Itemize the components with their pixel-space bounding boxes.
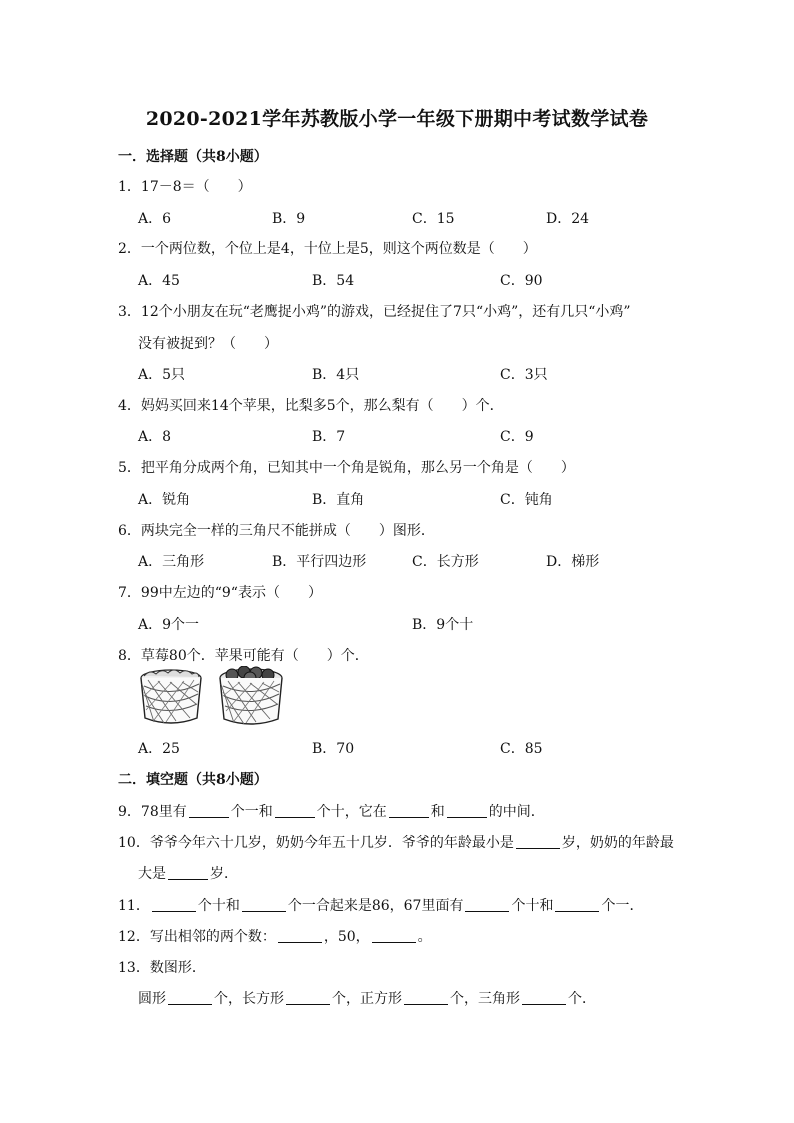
q13-text-2: 个，长方形	[214, 991, 284, 1007]
question-10	[118, 832, 674, 852]
q9-text-5: 的中间．	[488, 804, 545, 820]
q5-option-a[interactable]: A．锐角	[138, 492, 191, 508]
question-3: 3．12个小朋友在玩“老鹰捉小鸡”的游戏，已经捉住了7只“小鸡”，还有几只“小鸡”	[118, 304, 631, 320]
q13-blank-rectangle[interactable]	[286, 990, 330, 1005]
section-fill-heading: 二．填空题（共8小题）	[118, 772, 268, 788]
q11-blank-ones-2[interactable]	[555, 897, 599, 912]
q6-option-d[interactable]: D．梯形	[546, 554, 600, 570]
q9-blank-upper[interactable]	[447, 803, 487, 818]
q10-text-4: 岁．	[210, 866, 238, 882]
q2-option-a[interactable]: A．45	[138, 273, 180, 289]
q7-option-b[interactable]: B．9个十	[412, 617, 474, 633]
q9-text-2: 个一和	[230, 804, 273, 820]
q12-text-2: ，50，	[323, 929, 370, 945]
q8-option-c[interactable]: C．85	[500, 741, 543, 757]
q5-option-c[interactable]: C．钝角	[500, 492, 553, 508]
q11-blank-tens-1[interactable]	[152, 897, 196, 912]
question-13-line-2	[138, 988, 596, 1008]
q12-blank-after[interactable]	[372, 928, 416, 943]
q2-option-b[interactable]: B．54	[312, 273, 355, 289]
question-4: 4．妈妈买回来14个苹果，比梨多5个，那么梨有（ ）个．	[118, 398, 504, 414]
q13-text-3: 个，正方形	[332, 991, 402, 1007]
q9-text-4: 和	[430, 804, 445, 820]
q13-text-1: 圆形	[138, 991, 166, 1007]
question-8: 8．草莓80个．苹果可能有（ ）个．	[118, 648, 369, 664]
question-3-options	[138, 364, 738, 384]
q5-option-b[interactable]: B．直角	[312, 492, 365, 508]
q13-blank-triangle[interactable]	[522, 990, 566, 1005]
q6-option-a[interactable]: A．三角形	[138, 554, 205, 570]
question-10-line-2	[138, 863, 238, 883]
q11-text-4: 个十和	[511, 898, 554, 914]
question-7-options	[138, 614, 738, 634]
q11-text-5: 个一．	[601, 898, 644, 914]
q11-blank-ones-1[interactable]	[242, 897, 286, 912]
question-2-options	[138, 270, 738, 290]
q12-text-1: 12．写出相邻的两个数：	[118, 929, 276, 945]
q10-blank-grandma[interactable]	[168, 865, 208, 880]
question-2: 2．一个两位数，个位上是4，十位上是5，则这个两位数是（ ）	[118, 241, 537, 257]
q4-option-c[interactable]: C．9	[500, 429, 534, 445]
q11-text-3: 个一合起来是86，67里面有	[287, 898, 464, 914]
q3-option-c[interactable]: C．3只	[500, 367, 548, 383]
strawberry-basket-icon	[141, 670, 201, 723]
q9-blank-tens[interactable]	[275, 803, 315, 818]
q9-blank-ones[interactable]	[189, 803, 229, 818]
question-1-options	[138, 208, 738, 228]
question-5-options	[138, 489, 738, 509]
question-3-line-2: 没有被捉到？（ ）	[138, 336, 278, 352]
question-12	[118, 926, 432, 946]
question-6-options	[138, 551, 738, 571]
q8-option-a[interactable]: A．25	[138, 741, 180, 757]
q9-text-1: 9．78里有	[118, 804, 187, 820]
q10-text-1: 10．爷爷今年六十几岁，奶奶今年五十几岁．爷爷的年龄最小是	[118, 835, 514, 851]
page-title: 2020-2021学年苏教版小学一年级下册期中考试数学试卷	[145, 108, 649, 130]
fruit-baskets-image	[136, 666, 286, 730]
question-4-options	[138, 426, 738, 446]
q4-option-a[interactable]: A．8	[138, 429, 172, 445]
apple-basket-icon	[220, 666, 282, 724]
q11-blank-tens-2[interactable]	[465, 897, 509, 912]
question-6: 6．两块完全一样的三角尺不能拼成（ ）图形．	[118, 523, 435, 539]
q2-option-c[interactable]: C．90	[500, 273, 543, 289]
q9-text-3: 个十，它在	[316, 804, 387, 820]
q13-text-5: 个．	[568, 991, 596, 1007]
q12-text-3: 。	[417, 929, 432, 945]
question-5: 5．把平角分成两个角，已知其中一个角是锐角，那么另一个角是（ ）	[118, 460, 575, 476]
q4-option-b[interactable]: B．7	[312, 429, 346, 445]
q6-option-b[interactable]: B．平行四边形	[272, 554, 367, 570]
q10-text-2: 岁，奶奶的年龄最	[561, 835, 674, 851]
question-7: 7．99中左边的“9“表示（ ）	[118, 585, 322, 601]
q13-text-4: 个，三角形	[450, 991, 520, 1007]
q11-text-1: 11．	[118, 898, 150, 914]
q12-blank-before[interactable]	[278, 928, 322, 943]
question-11	[118, 895, 643, 915]
q10-blank-grandpa[interactable]	[516, 834, 560, 849]
section-choice-heading: 一．选择题（共8小题）	[118, 149, 268, 165]
q11-text-2: 个十和	[197, 898, 240, 914]
question-1: 1．17－8＝（ ）	[118, 179, 252, 195]
q13-blank-square[interactable]	[404, 990, 448, 1005]
q8-option-b[interactable]: B．70	[312, 741, 355, 757]
q9-blank-lower[interactable]	[389, 803, 429, 818]
question-8-options	[138, 738, 738, 758]
q10-text-3: 大是	[138, 866, 166, 882]
q7-option-a[interactable]: A．9个一	[138, 617, 200, 633]
q1-option-a[interactable]: A．6	[138, 211, 172, 227]
question-13: 13．数图形．	[118, 960, 206, 976]
q1-option-c[interactable]: C．15	[412, 211, 455, 227]
q1-option-d[interactable]: D．24	[546, 211, 590, 227]
q1-option-b[interactable]: B．9	[272, 211, 306, 227]
q13-blank-circle[interactable]	[168, 990, 212, 1005]
q3-option-a[interactable]: A．5只	[138, 367, 186, 383]
question-9	[118, 801, 545, 821]
q3-option-b[interactable]: B．4只	[312, 367, 360, 383]
q6-option-c[interactable]: C．长方形	[412, 554, 479, 570]
